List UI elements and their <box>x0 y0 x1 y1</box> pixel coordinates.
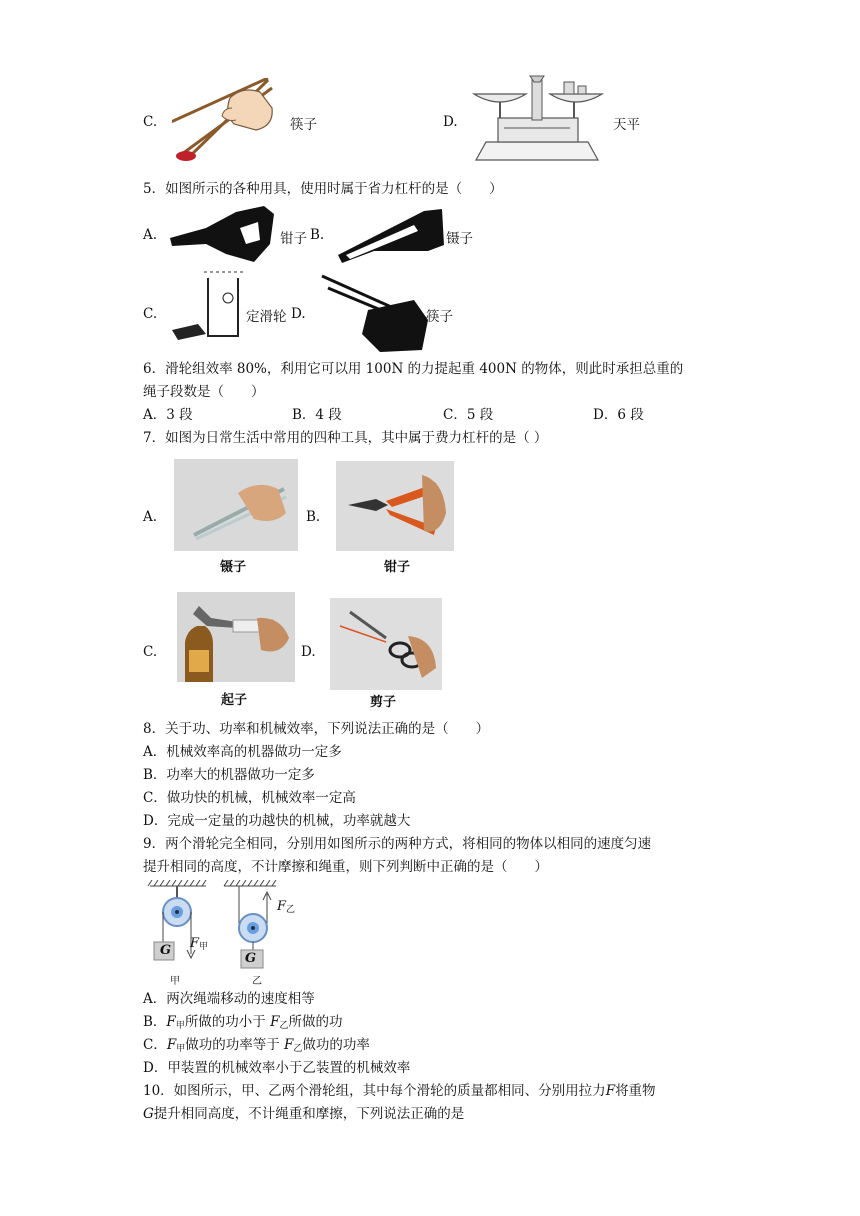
force-label-jia: $F_甲$ <box>190 936 209 952</box>
pulley-diagram <box>144 880 314 986</box>
option-letter: D. <box>291 306 306 322</box>
tweezers-photo-image <box>174 459 298 551</box>
ceiling-yi <box>224 880 276 886</box>
option-a: A．两次绳端移动的速度相等 <box>143 991 315 1007</box>
chopsticks-hand-image <box>172 78 280 164</box>
weight-label-jia: G <box>160 943 172 958</box>
fixed-pulley-sketch-image <box>168 268 246 344</box>
option-letter: D. <box>301 644 316 660</box>
ceiling-jia <box>148 880 206 886</box>
image-caption: 钳子 <box>384 560 411 575</box>
question-5-stem: 5．如图所示的各种用具，使用时属于省力杠杆的是（ ） <box>143 181 503 197</box>
option-letter: A. <box>143 227 158 243</box>
option-c: C．5 段 <box>443 407 494 423</box>
option-d: D．甲装置的机械效率小于乙装置的机械效率 <box>143 1060 411 1076</box>
option-d: D．6 段 <box>593 407 644 423</box>
option-a: A．机械效率高的机器做功一定多 <box>143 744 342 760</box>
figure-label-jia: 甲 <box>170 976 180 987</box>
question-6-stem-line2: 绳子段数是（ ） <box>143 384 265 400</box>
option-d: D．完成一定量的功越快的机械，功率就越大 <box>143 813 411 829</box>
force-label-yi: $F_乙$ <box>277 899 296 915</box>
image-caption: 起子 <box>221 693 248 708</box>
weight-label-yi: G <box>245 951 257 966</box>
option-label: 筷子 <box>290 117 317 133</box>
image-caption: 剪子 <box>370 695 397 710</box>
option-letter: A. <box>143 509 158 525</box>
option-b: B．$F_甲$所做的功小于 $F_乙$所做的功 <box>143 1014 343 1031</box>
question-10-stem-line2: G提升相同高度，不计绳重和摩擦，下列说法正确的是 <box>143 1106 465 1122</box>
option-c: C．$F_甲$做功的功率等于 $F_乙$做功的功率 <box>143 1037 370 1054</box>
option-letter: C. <box>143 114 158 130</box>
question-7-stem: 7．如图为日常生活中常用的四种工具，其中属于费力杠杆的是（ ） <box>143 430 548 446</box>
option-letter: C. <box>143 644 158 660</box>
question-9-stem-line1: 9．两个滑轮完全相同，分别用如图所示的两种方式，将相同的物体以相同的速度匀速 <box>143 836 652 852</box>
option-a: A．3 段 <box>143 407 193 423</box>
scissors-photo-image <box>330 598 442 690</box>
option-label: 定滑轮 <box>246 309 287 325</box>
option-b: B．功率大的机器做功一定多 <box>143 767 315 783</box>
option-letter: B. <box>306 509 321 525</box>
pliers-silhouette-image <box>166 204 278 266</box>
option-c: C．做功快的机械，机械效率一定高 <box>143 790 356 806</box>
figure-label-yi: 乙 <box>252 976 262 987</box>
option-letter: C. <box>143 306 158 322</box>
image-caption: 镊子 <box>220 560 247 575</box>
option-label: 镊子 <box>446 231 473 247</box>
option-label: 钳子 <box>280 231 307 247</box>
balance-scale-image <box>470 72 604 168</box>
option-label: 筷子 <box>426 309 453 325</box>
tweezers-silhouette-image <box>334 205 446 265</box>
chopsticks-silhouette-image <box>318 270 430 354</box>
pliers-photo-image <box>336 461 454 551</box>
bottle-opener-photo-image <box>177 592 295 682</box>
question-6-stem-line1: 6．滑轮组效率 80%，利用它可以用 100N 的力提起重 400N 的物体，则此时承担总重的 <box>143 361 684 377</box>
question-9-stem-line2: 提升相同的高度，不计摩擦和绳重，则下列判断中正确的是（ ） <box>143 859 548 875</box>
option-label: 天平 <box>613 117 640 133</box>
option-letter: B. <box>310 227 325 243</box>
question-10-stem-line1: 10．如图所示，甲、乙两个滑轮组，其中每个滑轮的质量都相同、分别用拉力F将重物 <box>143 1083 656 1099</box>
question-8-stem: 8．关于功、功率和机械效率，下列说法正确的是（ ） <box>143 721 490 737</box>
option-letter: D. <box>443 114 458 130</box>
option-b: B．4 段 <box>292 407 342 423</box>
